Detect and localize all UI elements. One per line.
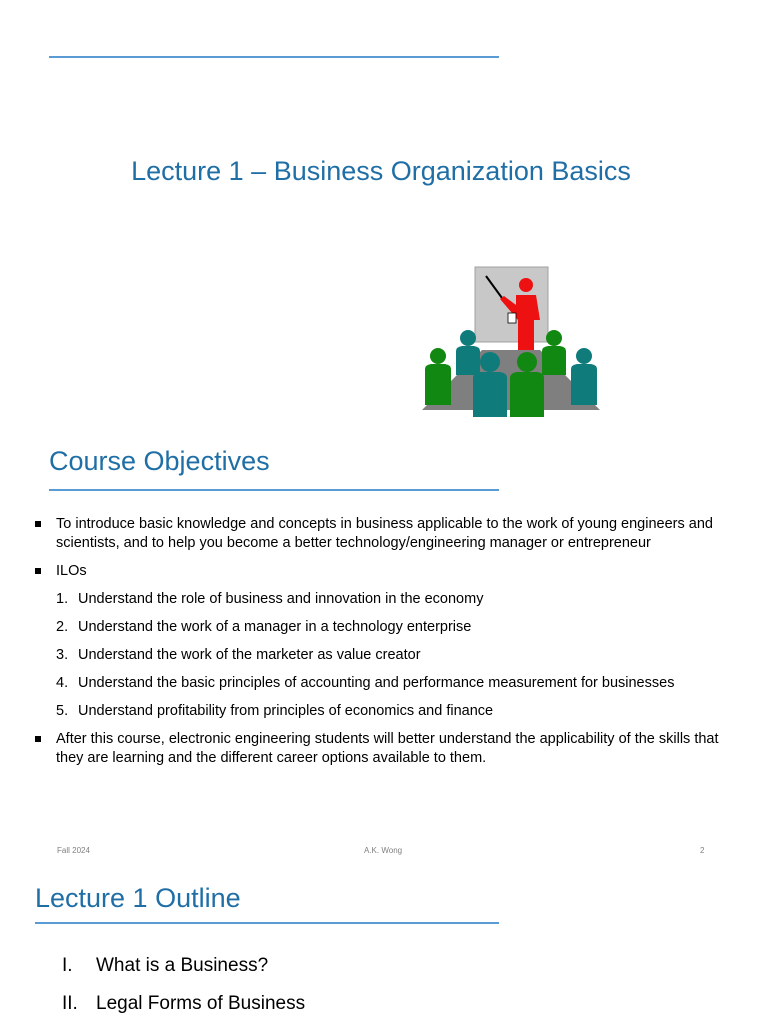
ilo-item: 2. Understand the work of a manager in a technology enterprise	[56, 619, 472, 635]
list-item: To introduce basic knowledge and concepts in business applicable to the work of young engineers and scientists, and to help you become a better technology/engineering manager or entrepreneur	[30, 515, 720, 553]
objectives-list	[30, 515, 720, 777]
square-bullet-icon	[35, 568, 41, 574]
meeting-presentation-icon	[420, 265, 602, 420]
ilo-item: 5. Understand profitability from principles of economics and finance	[56, 703, 494, 719]
outline-item: II. Legal Forms of Business	[62, 993, 306, 1014]
ilo-item: 4. Understand the basic principles of accounting and performance measurement for businesses	[56, 675, 675, 691]
footer-author: A.K. Wong	[364, 846, 403, 855]
ilo-item: 3. Understand the work of the marketer as value creator	[56, 647, 421, 663]
outline-rule	[35, 922, 499, 924]
footer-page-number: 2	[700, 846, 705, 855]
list-item: ILOs 1. Understand the role of business and innovation in the economy 2. Understand the work of a manager in a technology enterprise 3. Understand the work of the marketer as value creator 4. Understand the basic principles of accounting and performance measurement for businesses 5. Understand profitability from principles of economics and finance	[30, 562, 720, 721]
objectives-rule	[49, 489, 499, 491]
square-bullet-icon	[35, 521, 41, 527]
outline-item: I. What is a Business?	[62, 955, 269, 976]
lecture-title: Lecture 1 – Business Organization Basics	[131, 156, 631, 186]
ilo-list	[56, 590, 720, 721]
outline-list	[60, 955, 305, 1031]
objectives-title: Course Objectives	[49, 446, 270, 476]
outline-title: Lecture 1 Outline	[35, 883, 241, 913]
list-item: After this course, electronic engineering students will better understand the applicability of the skills that they are learning and the different career options available to them.	[30, 730, 720, 768]
top-rule	[49, 56, 499, 58]
square-bullet-icon	[35, 736, 41, 742]
ilo-item: 1. Understand the role of business and innovation in the economy	[56, 591, 484, 607]
footer-date: Fall 2024	[57, 846, 90, 855]
